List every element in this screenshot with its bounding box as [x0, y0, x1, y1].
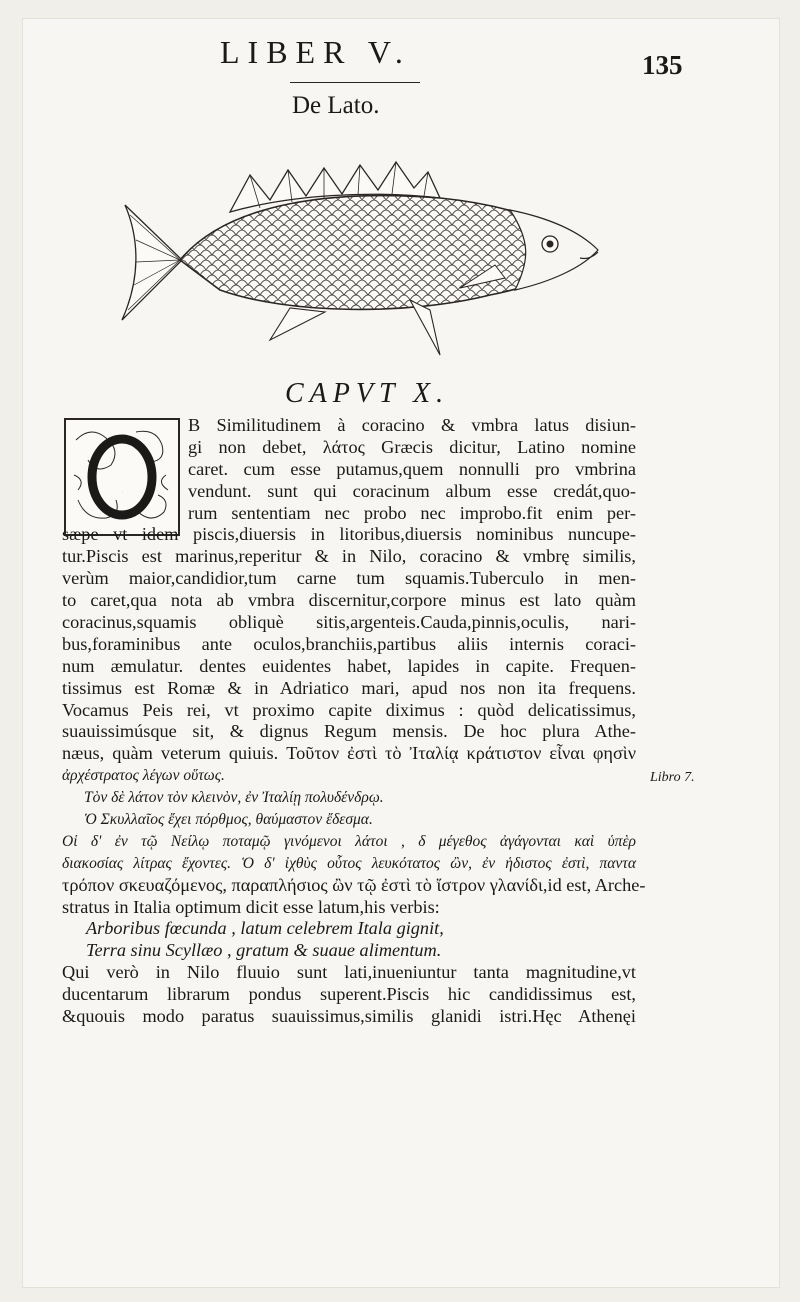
text-line: tissimus est Romæ & in Adriatico mari, apud nos non ita frequens. — [62, 677, 636, 698]
text-line: to caret,qua nota ab vmbra discernitur,corpore minus est lato quàm — [62, 590, 636, 611]
latin-verse-line: Terra sinu Scyllæo , gratum & suaue alimentum. — [86, 940, 442, 961]
header-rule — [290, 82, 420, 83]
text-line: Qui verò in Nilo fluuio sunt lati,inueniuntur tanta magnitudine,vt — [62, 962, 636, 983]
text-line: tur.Piscis est marinus,reperitur & in Nilo, coracino & vmbrę similis, — [62, 546, 636, 567]
text-line: verùm maior,candidior,tum carne tum squamis.Tuberculo in men- — [62, 568, 636, 589]
chapter-heading: CAPVT X. — [285, 378, 450, 409]
text-line: ducentarum librarum pondus superent.Piscis hic candidissimus est, — [62, 984, 636, 1005]
latin-verse-line: Arboribus fœcunda , latum celebrem Itala gignit, — [86, 918, 444, 939]
text-line: B Similitudinem à coracino & vmbra latus disiun- — [188, 415, 636, 435]
page-number: 135 — [642, 50, 683, 80]
text-line: Vocamus Peis rei, vt proximo capite diximus : quòd delicatissimus, — [62, 699, 636, 720]
text-line: sæpe vt idem piscis,diuersis in litoribus,diuersis nominibus nuncupe- — [62, 524, 636, 545]
text-line: rum sententiam nec probo nec improbo.fit enim per- — [188, 502, 636, 523]
text-line: bus,foraminibus ante oculos,branchiis,partibus aliis internis coraci- — [62, 633, 636, 654]
text-line: ἀρχέστρατος λέγων οὕτως. — [62, 767, 225, 785]
initial-letter-text: O — [122, 492, 123, 493]
greek-verse-line: Ὁ Σκυλλαῖος ἔχει πόρθμος, θαύμαστον ἔδεσμα. — [84, 811, 373, 829]
text-line: num æmulatur. dentes euidentes habet, lapides in capite. Frequen- — [62, 655, 636, 676]
section-title: De Lato. — [292, 92, 380, 119]
text-line: stratus in Italia optimum dicit esse latum,his verbis: — [62, 896, 440, 917]
body-text — [62, 415, 646, 1028]
text-line: suauissimúsque sit, & dignus Regum mensis. De hoc plura Athe- — [62, 721, 636, 742]
text-line: coracinus,squamis obliquè sitis,argenteis.Cauda,pinnis,oculis, nari- — [62, 612, 636, 633]
fish-woodcut-illustration — [110, 150, 610, 365]
text-line: gi non debet, λάτος Græcis dicitur, Latino nomine — [188, 436, 636, 457]
text-line: &quouis modo paratus suauissimus,similis glanidi istri.Hęc Athenęi — [62, 1006, 636, 1027]
text-line: Οἱ δ' ἐν τῷ Νείλῳ ποταμῷ γινόμενοι λάτοι , δ μέγεθος ἀγάγονται καὶ ὑπὲρ — [62, 832, 636, 850]
margin-note: Libro 7. — [650, 770, 695, 785]
text-line: τρόπον σκευαζόμενος, παραπλήσιος ὢν τῷ ἐστὶ τὸ ἴστρον γλανίδι,id est, Arche- — [62, 874, 646, 895]
text-line: vendunt. sunt qui coracinum album esse credát,quo- — [188, 480, 636, 501]
running-head: LIBER V. — [220, 34, 411, 70]
greek-verse-line: Τὸν δὲ λάτον τὸν κλεινὸν, ἐν Ἰταλίῃ πολυδένδρῳ. — [84, 789, 384, 807]
text-line: caret. cum esse putamus,quem nonnulli pro vmbrina — [188, 458, 636, 479]
text-line: διακοσίας λίτρας ἔχοντες. Ὁ δ' ἰχθὺς οὗτος λευκότατος ὢν, ἐν ἡδιστος ἐστὶ, παντα — [62, 854, 636, 872]
text-line: næus, quàm veterum quiuis. Τοῦτον ἐστὶ τὸ Ἰταλίᾳ κράτιστον εἶναι φησὶν — [62, 743, 636, 764]
